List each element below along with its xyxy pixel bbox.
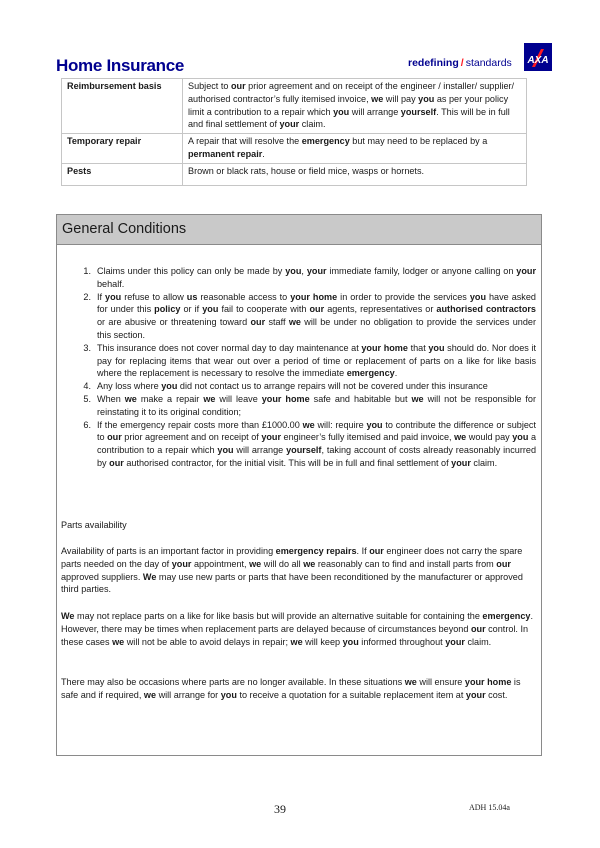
document-reference: ADH 15.04a: [469, 803, 510, 812]
paragraph: Availability of parts is an important factor in providing emergency repairs. If our engineer does not carry the spare parts needed on the day of your appointment, we will do all we reasonably can to find and install parts from our approved suppliers. We may use new parts or parts that have been reconditioned by the manufacturer or approved third parties.: [61, 546, 523, 595]
item-text: When we make a repair we will leave your home safe and habitable but we will not be responsible for reinstating it to its original condition;: [97, 393, 536, 417]
section-heading: General Conditions: [57, 215, 541, 245]
item-number: 6.: [83, 419, 91, 430]
item-text: If the emergency repair costs more than £1000.00 we will: require you to contribute the difference or subject to our prior agreement and on receipt of your engineer’s fully itemised and paid invoice, we would pay you a contribution to a repair which you will arrange yourself, taking account of costs already reasonably incurred by our authorised contractor, for the initial visit. This will be in full and final settlement of your claim.: [97, 419, 537, 468]
defined-term: we: [404, 677, 417, 687]
definition-text: Brown or black rats, house or field mice, wasps or hornets.: [183, 163, 527, 185]
defined-term: you: [220, 689, 237, 700]
definition-text: A repair that will resolve the emergency but may need to be replaced by a permanent repair.: [183, 134, 527, 164]
item-number: 2.: [83, 291, 91, 302]
item-text: Any loss where you did not contact us to arrange repairs will not be covered under this insurance: [97, 381, 488, 392]
defined-term: you: [202, 304, 219, 315]
defined-term: We: [61, 611, 75, 621]
defined-term: your: [465, 689, 486, 700]
list-item: [83, 419, 537, 470]
defined-term: we: [124, 393, 137, 404]
defined-term: we: [143, 689, 157, 700]
defined-term: policy: [154, 304, 181, 315]
defined-term: emergency: [482, 611, 531, 621]
defined-term: you: [512, 432, 529, 443]
defined-term: you: [342, 636, 359, 647]
defined-term: we: [303, 558, 316, 569]
defined-term: your home: [464, 677, 512, 687]
defined-term: permanent repair: [188, 148, 263, 159]
defined-term: your: [279, 119, 300, 130]
item-number: 3.: [83, 342, 91, 353]
page-header: [56, 46, 556, 76]
defined-term: you: [418, 93, 435, 104]
paragraph: There may also be occasions where parts are no longer available. In these situations we will ensure your home is safe and if required, we will arrange for you to receive a quotation for a suitable replacement item at your cost.: [61, 677, 521, 700]
defined-term: your: [451, 457, 471, 468]
item-text: If you refuse to allow us reasonable access to your home in order to provide the services you have asked for under this policy or if you fail to cooperate with our agents, representatives or authorised contractors or are abusive or threatening toward our staff we will be under no obligation to provide the services under this section.: [97, 291, 536, 340]
defined-term: your: [445, 636, 465, 647]
defined-term: authorised contractors: [436, 304, 536, 315]
item-number: 5.: [83, 393, 91, 404]
defined-term: our: [369, 546, 384, 556]
item-text: Claims under this policy can only be made by you, your immediate family, lodger or anyone calling on your behalf.: [97, 266, 536, 289]
defined-term: we: [288, 317, 301, 328]
defined-term: yourself: [400, 106, 437, 117]
defined-term: you: [469, 291, 486, 302]
defined-term: your: [171, 558, 192, 569]
defined-term: we: [371, 93, 384, 104]
defined-term: you: [105, 291, 122, 302]
logo-text: AXA: [527, 55, 549, 66]
item-number: 1.: [83, 266, 91, 276]
list-item: [83, 380, 536, 393]
defined-term: your: [306, 266, 327, 276]
parts-availability-subheading: Parts availability: [61, 520, 127, 530]
defined-term: emergency: [346, 368, 395, 379]
table-row: [62, 79, 527, 134]
brand-title: Home Insurance: [56, 56, 185, 75]
definition-text: Subject to our prior agreement and on receipt of the engineer / installer/ supplier/ authorised contractor’s fully itemised invoice, we will pay you as per your policy limit a contribution to a repair which you will arrange yourself. This will be in full and final settlement of your claim.: [183, 79, 527, 134]
defined-term: our: [309, 304, 325, 315]
defined-term: we: [203, 393, 216, 404]
defined-term: your home: [261, 393, 310, 404]
defined-term: your home: [361, 342, 408, 353]
defined-term: you: [366, 419, 383, 430]
defined-term: us: [186, 291, 198, 302]
defined-term: you: [161, 381, 178, 392]
defined-term: we: [454, 432, 467, 443]
defined-term: you: [285, 266, 302, 276]
axa-logo-icon: [524, 43, 552, 71]
list-item: [83, 393, 536, 419]
defined-term: yourself: [286, 445, 322, 456]
defined-term: our: [109, 457, 124, 468]
tagline-slash: /: [460, 57, 464, 69]
defined-term: you: [428, 342, 445, 353]
defined-term: emergency repairs: [275, 546, 357, 556]
general-conditions-section: [56, 214, 542, 756]
defined-term: we: [112, 636, 125, 647]
table-row: [62, 163, 527, 185]
item-text: This insurance does not cover normal day to day maintenance at your home that you should do. Nor does it pay for replacing items that wear out over a period of time or replacement of parts on a like for like basis where the replacement is necessary to resolve the immediate emergency.: [97, 342, 536, 379]
item-number: 4.: [83, 381, 91, 392]
table-row: [62, 134, 527, 164]
defined-term: our: [107, 432, 122, 443]
list-item: [83, 265, 536, 291]
defined-term: we: [290, 636, 303, 647]
defined-term: we: [249, 558, 262, 569]
tagline-bold: redefining: [408, 57, 459, 69]
defined-term: your home: [290, 291, 338, 302]
defined-term: we: [302, 419, 315, 430]
defined-term: your: [261, 432, 282, 443]
defined-term: our: [250, 317, 266, 328]
defined-term: our: [470, 623, 486, 634]
definition-term: Pests: [62, 163, 183, 185]
tagline: [408, 57, 512, 69]
definition-term: Temporary repair: [62, 134, 183, 164]
definitions-table: [61, 78, 527, 186]
definition-term: Reimbursement basis: [62, 79, 183, 134]
defined-term: your: [516, 266, 536, 276]
list-item: [83, 291, 536, 342]
defined-term: you: [333, 106, 350, 117]
defined-term: our: [496, 558, 511, 569]
paragraph: We may not replace parts on a like for like basis but will provide an alternative suitable for containing the emergency. However, there may be times when replacement parts are delayed because of circumstances beyond our control. In these cases we will not be able to avoid delays in repair; we will keep you informed throughout your claim.: [61, 611, 533, 647]
conditions-list: [83, 265, 537, 470]
tagline-rest: standards: [465, 57, 512, 69]
defined-term: you: [217, 445, 234, 456]
defined-term: we: [411, 393, 424, 404]
defined-term: emergency: [301, 136, 350, 147]
defined-term: We: [142, 571, 157, 582]
page-number: 39: [274, 802, 286, 816]
list-item: [83, 342, 536, 380]
defined-term: our: [230, 81, 246, 91]
